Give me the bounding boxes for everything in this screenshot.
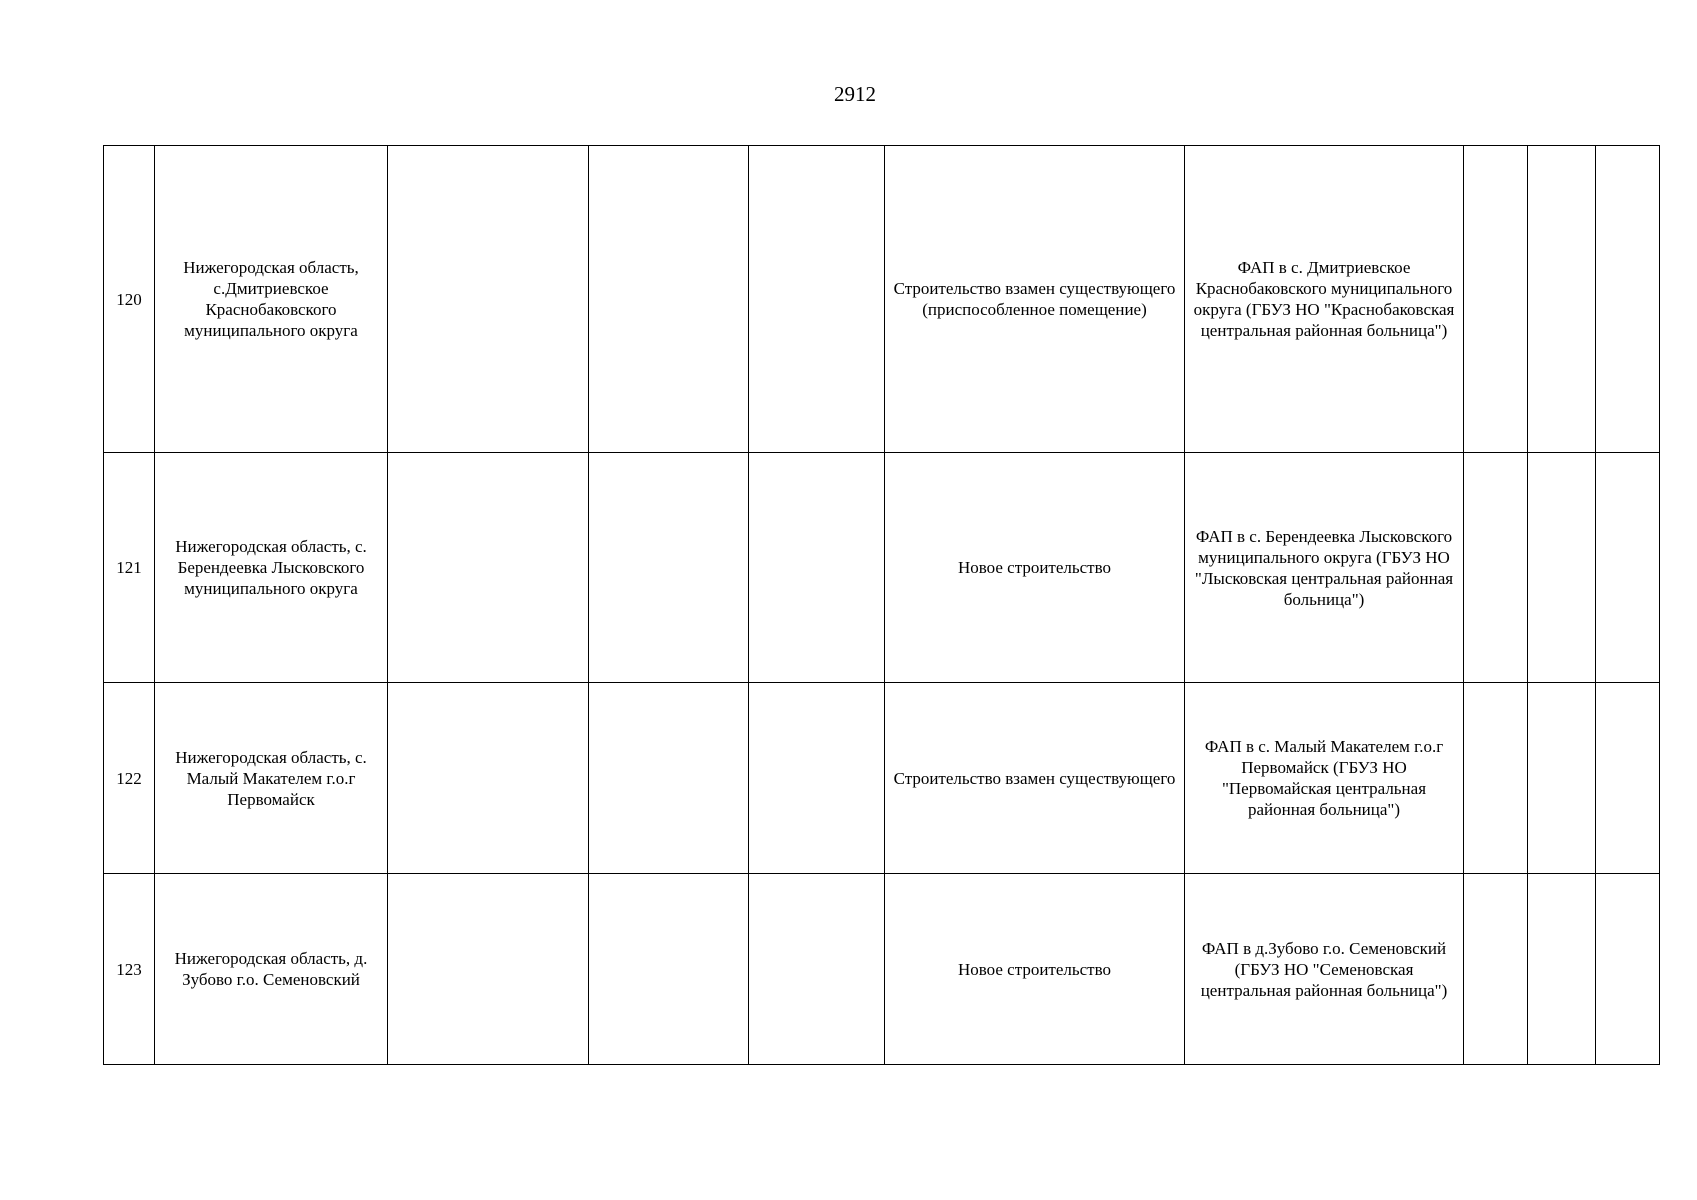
empty-cell	[749, 453, 885, 683]
empty-cell	[589, 683, 749, 874]
table-row	[104, 874, 1660, 1065]
empty-cell	[1464, 874, 1528, 1065]
row-number-cell: 122	[104, 683, 155, 874]
object-name-cell: ФАП в с. Малый Макателем г.о.г Первомайск (ГБУЗ НО "Первомайская центральная районная больница")	[1185, 683, 1464, 874]
row-number-cell: 120	[104, 146, 155, 453]
table-row	[104, 453, 1660, 683]
empty-cell	[388, 874, 589, 1065]
empty-cell	[1464, 146, 1528, 453]
address-cell: Нижегородская область, с. Берендеевка Лысковского муниципального округа	[155, 453, 388, 683]
empty-cell	[388, 453, 589, 683]
page-number: 2912	[834, 82, 876, 106]
address-cell: Нижегородская область, с.Дмитриевское Краснобаковского муниципального округа	[155, 146, 388, 453]
empty-cell	[1464, 453, 1528, 683]
object-name-cell: ФАП в с. Берендеевка Лысковского муниципального округа (ГБУЗ НО "Лысковская центральная районная больница")	[1185, 453, 1464, 683]
row-number-cell: 123	[104, 874, 155, 1065]
empty-cell	[1596, 683, 1660, 874]
empty-cell	[1596, 453, 1660, 683]
empty-cell	[1464, 683, 1528, 874]
work-type-cell: Строительство взамен существующего	[885, 683, 1185, 874]
object-name-cell: ФАП в с. Дмитриевское Краснобаковского муниципального округа (ГБУЗ НО "Краснобаковская центральная районная больница")	[1185, 146, 1464, 453]
table-row	[104, 683, 1660, 874]
work-type-cell: Строительство взамен существующего (приспособленное помещение)	[885, 146, 1185, 453]
registry-table	[103, 145, 1660, 1065]
empty-cell	[589, 146, 749, 453]
empty-cell	[589, 453, 749, 683]
empty-cell	[388, 683, 589, 874]
empty-cell	[749, 146, 885, 453]
empty-cell	[1528, 874, 1596, 1065]
empty-cell	[1528, 146, 1596, 453]
empty-cell	[589, 874, 749, 1065]
address-cell: Нижегородская область, с. Малый Макателем г.о.г Первомайск	[155, 683, 388, 874]
work-type-cell: Новое строительство	[885, 874, 1185, 1065]
address-cell: Нижегородская область, д. Зубово г.о. Семеновский	[155, 874, 388, 1065]
empty-cell	[1596, 874, 1660, 1065]
empty-cell	[749, 683, 885, 874]
empty-cell	[1528, 453, 1596, 683]
empty-cell	[749, 874, 885, 1065]
object-name-cell: ФАП в д.Зубово г.о. Семеновский (ГБУЗ НО "Семеновская центральная районная больница")	[1185, 874, 1464, 1065]
empty-cell	[1596, 146, 1660, 453]
table-row	[104, 146, 1660, 453]
work-type-cell: Новое строительство	[885, 453, 1185, 683]
empty-cell	[1528, 683, 1596, 874]
empty-cell	[388, 146, 589, 453]
row-number-cell: 121	[104, 453, 155, 683]
